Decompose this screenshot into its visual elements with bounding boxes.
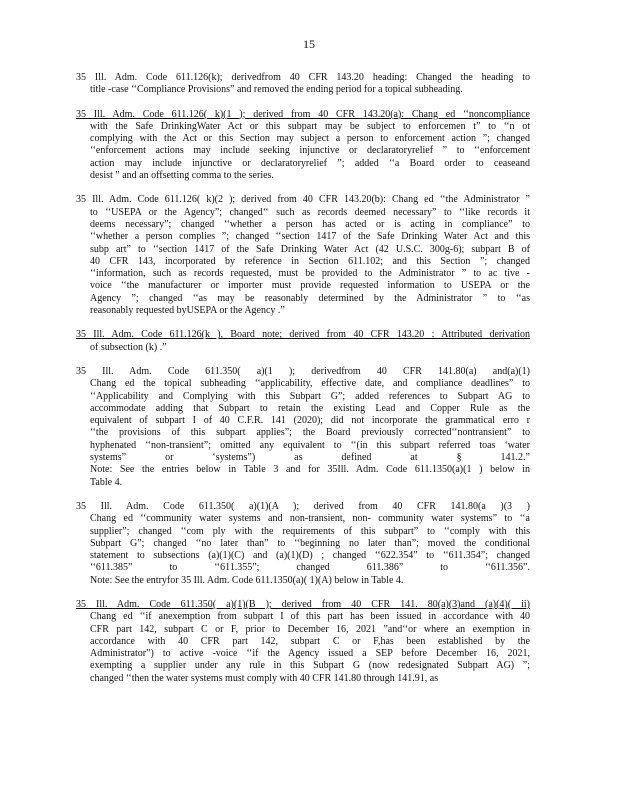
entry-text-line: accordance with 40 CFR part 142, subpart C or F,has been established by the xyxy=(90,635,530,647)
table-entry xyxy=(76,599,530,685)
entry-text-line: of subsection (k) .” xyxy=(90,341,167,353)
entry-text-line: Agency ”; changed ‘‘as may be reasonably determined by the Administrator ” to ‘‘as xyxy=(90,292,530,304)
entry-text-line: action may include injunctive or declaratoryrelief ”; added ‘‘a Board order to ceaseand xyxy=(90,157,530,169)
entry-citation-line: 35 Ill. Adm. Code 611.126( k)(2 ); derived from 40 CFR 143.20(b): Chang ed ‘‘the Administrator ” xyxy=(76,194,530,206)
page-number: 15 xyxy=(303,37,315,51)
entry-text-line: CFR part 142, subpart C or F, prior to December 16, 2021 ”and‘‘or where an exemption in xyxy=(90,623,530,635)
entry-text-line: ‘‘611.385” to ‘‘611.355”; changed 611.386” to ‘‘611.356”. xyxy=(90,562,530,574)
entries-list xyxy=(76,72,530,697)
table-entry xyxy=(76,329,530,354)
entry-text-line: Subpart G”; changed ‘‘no later than” to ‘‘beginning no later than”; moved the conditional xyxy=(90,537,530,549)
entry-text-line: reasonably requested byUSEPA or the Agency .” xyxy=(90,305,285,317)
table-entry xyxy=(76,194,530,317)
entry-text-line: Table 4. xyxy=(90,476,123,488)
entry-text-line: subp art” to ‘‘section 1417 of the Safe Drinking Water Act (42 U.S.C. 300g-6); subpart B of xyxy=(90,243,530,255)
entry-text-line: changed ‘‘then the water systems must comply with 40 CFR 141.80 through 141.91, as xyxy=(90,672,439,684)
entry-text-line: ‘‘enforcement actions may include seeking injunctive or declaratoryrelief ” to ‘‘enforcement xyxy=(90,145,530,157)
entry-text-line: ‘‘Applicability and Complying with this Subpart G”; added references to Subpart AG to xyxy=(90,390,530,402)
entry-text-line: Chang ed ‘‘if anexemption from subpart I of this part has been issued in accordance with 40 xyxy=(90,611,530,623)
entry-text-line: Chang ed the topical subheading ‘‘applicability, effective date, and compliance deadlines” to xyxy=(90,378,530,390)
entry-text-line: ‘‘information, such as records requested, must be provided to the Administrator ” to ac tive - xyxy=(90,268,530,280)
entry-text-line: equivalent of subpart I of 40 C.F.R. 141 (2020); did not incorporate the grammatical erro r xyxy=(90,415,530,427)
entry-text-line: Administrator”) to active -voice ‘‘if the Agency issued a SEP before December 16, 2021, xyxy=(90,648,530,660)
entry-citation-line: 35 Ill. Adm. Code 611.350( a)(1 ); derivedfrom 40 CFR 141.80(a) and(a)(1) xyxy=(76,365,530,377)
entry-text-line: hyphenated ‘‘non-transient”; omitted any equivalent to ‘‘(in this subpart referred toas ‘water xyxy=(90,439,530,451)
entry-text-line: ‘‘the provisions of this subpart applies”; the Board previously corrected‘‘nontransient” to xyxy=(90,427,530,439)
entry-citation-line: 35 Ill. Adm. Code 611.126( k)(1 ); derived from 40 CFR 143.20(a): Chang ed ‘‘noncompliance xyxy=(76,108,530,120)
entry-text-line: Note: See the entries below in Table 3 and for 35Ill. Adm. Code 611.1350(a)(1 ) below in xyxy=(90,464,530,476)
entry-citation-line: 35 Ill. Adm. Code 611.350( a)(1)(B ); derived from 40 CFR 141. 80(a)(3)and (a)(4)( ii) xyxy=(76,598,530,610)
entry-text-line: Note: See the entryfor 35 Ill. Adm. Code 611.1350(a)( 1)(A) below in Table 4. xyxy=(90,574,404,586)
entry-text-line: with the Safe DrinkingWater Act or this subpart may be subject to enforcemen t” to ‘‘n ot xyxy=(90,120,530,132)
entry-text-line: ‘‘whether a person complies ”; changed ‘‘section 1417 of the Safe Drinking Water Act and this xyxy=(90,231,530,243)
entry-text-line: title -case ‘‘Compliance Provisions” and removed the ending period for a topical subheading. xyxy=(90,84,463,96)
table-entry xyxy=(76,109,530,183)
entry-text-line: systems” or ‘systems”) as defined at § 141.2.” xyxy=(90,452,530,464)
entry-text-line: exempting a supplier under any rule in this Subpart G (now redesignated Subpart AG) ”; xyxy=(90,660,530,672)
entry-citation-line: 35 Ill. Adm. Code 611.350( a)(1)(A ); derived from 40 CFR 141.80(a )(3 ) xyxy=(76,500,530,512)
table-entry xyxy=(76,366,530,489)
entry-text-line: Chang ed ‘‘community water systems and non-transient, non- community water systems” to ‘‘a xyxy=(90,513,530,525)
entry-text-line: 40 CFR 143, incorporated by reference in Section 611.102; and this Section ”; changed xyxy=(90,255,530,267)
table-entry xyxy=(76,72,530,97)
entry-text-line: voice ‘‘the manufacturer or importer must provide requested information to USEPA or the xyxy=(90,280,530,292)
entry-text-line: supplier”; changed ‘‘com ply with the requirements of this subpart” to ‘‘comply with this xyxy=(90,525,530,537)
entry-text-line: accommodate adding that Subpart to retain the existing Lead and Copper Rule as the xyxy=(90,402,530,414)
entry-text-line: desist ” and an offsetting comma to the series. xyxy=(90,170,274,182)
entry-citation-line: 35 Ill. Adm. Code 611.126(k ), Board note; derived from 40 CFR 143.20 : Attributed derivation xyxy=(76,329,530,341)
entry-text-line: deems necessary”; changed ‘‘whether a person has acted or is acting in compliance” to xyxy=(90,218,530,230)
table-entry xyxy=(76,501,530,587)
entry-text-line: statement to subsections (a)(1)(C) and (a)(1)(D) ; changed ‘‘622.354” to ‘‘611.354”; changed xyxy=(90,550,530,562)
entry-text-line: complying with the Act or this Section may subject a person to enforcement action ”; changed xyxy=(90,133,530,145)
entry-citation-line: 35 Ill. Adm. Code 611.126(k); derivedfrom 40 CFR 143.20 heading: Changed the heading to xyxy=(76,72,530,83)
entry-text-line: to ‘‘USEPA or the Agency”; changed‘‘ such as records deemed necessary” to ‘‘like records it xyxy=(90,206,530,218)
